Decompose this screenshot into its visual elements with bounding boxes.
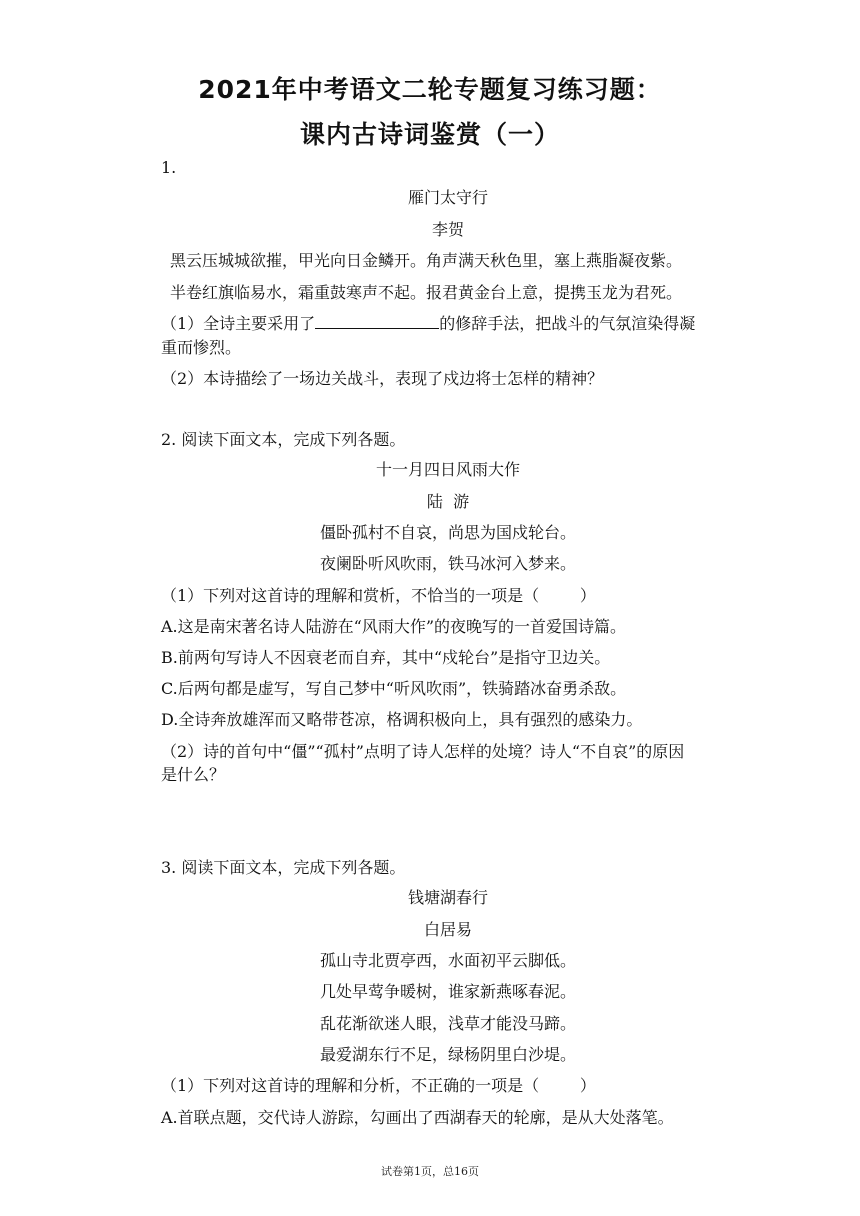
q3-poem-line-4: 最爱湖东行不足，绿杨阴里白沙堤。 [319, 1045, 576, 1064]
q3-sub-question-1: （1）下列对这首诗的理解和分析，不正确的一项是（ ） [161, 1076, 596, 1095]
q2-author: 陆 游 [426, 492, 470, 511]
q1-poem-line-1: 黑云压城城欲摧，甲光向日金鳞开。角声满天秋色里，塞上燕脂凝夜紫。 [170, 251, 683, 270]
q1-author: 李贺 [431, 220, 464, 239]
q3-poem-line-3: 乱花渐欲迷人眼，浅草才能没马蹄。 [319, 1014, 576, 1033]
q2-poem-line-1: 僵卧孤村不自哀，尚思为国戍轮台。 [319, 523, 576, 542]
q2-sub2-continuation: 是什么？ [161, 765, 226, 784]
q2-option-d: D.全诗奔放雄浑而又略带苍凉，格调积极向上，具有强烈的感染力。 [161, 710, 643, 729]
q2-option-a: A.这是南宋著名诗人陆游在“风雨大作”的夜晚写的一首爱国诗篇。 [161, 617, 627, 636]
q2-sub-question-2: （2）诗的首句中“僵”“孤村”点明了诗人怎样的处境？诗人“不自哀”的原因 [161, 742, 685, 761]
q1-number: 1. [161, 158, 177, 177]
q1-sub1-prefix: （1）全诗主要采用了 [161, 314, 316, 333]
q1-sub1-suffix: 的修辞手法，把战斗的气氛渲染得凝 [439, 314, 696, 333]
page-footer: 试卷第1页，总16页 [381, 1165, 479, 1178]
q3-author: 白居易 [423, 920, 472, 939]
q1-poem-title: 雁门太守行 [407, 188, 488, 207]
q1-sub-question-1 [161, 312, 695, 336]
q1-sub-question-2: （2）本诗描绘了一场边关战斗，表现了戍边将士怎样的精神？ [161, 369, 604, 388]
q2-option-b: B.前两句写诗人不因衰老而自弃，其中“戍轮台”是指守卫边关。 [161, 648, 611, 667]
q3-intro: 3. 阅读下面文本，完成下列各题。 [161, 858, 406, 877]
q1-sub1-continuation: 重而惨烈。 [161, 338, 242, 357]
title-line-1: 2021年中考语文二轮专题复习练习题： [198, 75, 662, 104]
answer-blank [315, 312, 439, 329]
q3-poem-line-2: 几处早莺争暖树，谁家新燕啄春泥。 [319, 982, 576, 1001]
q2-poem-title: 十一月四日风雨大作 [375, 460, 520, 479]
title-line-2: 课内古诗词鉴赏（一） [299, 120, 560, 149]
q2-intro: 2. 阅读下面文本，完成下列各题。 [161, 430, 406, 449]
q2-poem-line-2: 夜阑卧听风吹雨，铁马冰河入梦来。 [319, 554, 576, 573]
q2-option-c: C.后两句都是虚写，写自己梦中“听风吹雨”，铁骑踏冰奋勇杀敌。 [161, 679, 627, 698]
q3-poem-title: 钱塘湖春行 [407, 888, 488, 907]
q3-poem-line-1: 孤山寺北贾亭西，水面初平云脚低。 [319, 951, 576, 970]
q3-option-a: A.首联点题，交代诗人游踪，勾画出了西湖春天的轮廓，是从大处落笔。 [161, 1108, 674, 1127]
q2-sub-question-1: （1）下列对这首诗的理解和赏析，不恰当的一项是（ ） [161, 586, 596, 605]
q1-poem-line-2: 半卷红旗临易水，霜重鼓寒声不起。报君黄金台上意，提携玉龙为君死。 [170, 283, 683, 302]
